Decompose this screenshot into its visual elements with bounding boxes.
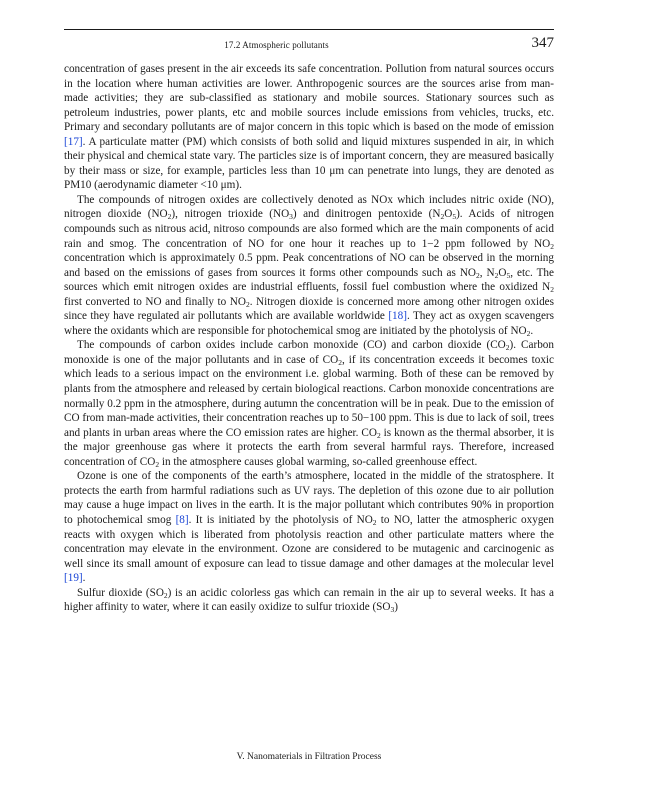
citation-link-8[interactable]: [8] <box>175 513 189 526</box>
paragraph-nitrogen-oxides: The compounds of nitrogen oxides are collectively denoted as NOx which includes nitric oxide (NO), nitrogen dioxide $(NO_2)$, nitrogen trioxide $(NO_3)$ and dinitrogen pentoxide $(N_2O_5)$. Acids of nitrogen compounds such as nitrous acid, nitroso compounds are also formed which are the main components of acid rain and smog. The concentration of NO for one hour it reaches up to 1−2 ppm followed by $NO_2$ concentration which is approximately 0.5 ppm. Peak concentrations of NO can be observed in the morning and based on the emissions of gases from sources it forms other compounds such as $NO_2$, $N_2O_5$, etc. The sources which emit nitrogen oxides are industrial effluents, fossil fuel combustion where the oxidized $N_2$ first converted to NO and finally to $NO_2$. Nitrogen dioxide is concerned more among other nitrogen oxides since they have regulated air pollutants which are available worldwide [18]. They act as oxygen scavengers where the oxidants which are responsible for photochemical smog are initiated by the photolysis of $NO_2$. <box>64 193 554 338</box>
paragraph-ozone: Ozone is one of the components of the earth’s atmosphere, located in the middle of the stratosphere. It protects the earth from harmful radiations such as UV rays. The depletion of this ozone due to air pollution may cause a huge impact on lives in the earth. It is the major pollutant which contributes 90% in proportion to photochemical smog [8]. It is initiated by the photolysis of $NO_2$ to NO, latter the atmospheric oxygen reacts with oxygen which is liberated from photolysis reaction and other particulate matters where the concentration may elevate in the environment. Ozone are considered to be mutagenic and carcinogenic as well since its small amount of exposure can lead to tissue damage and other damages at the molecular level [19]. <box>64 470 554 585</box>
body-text <box>64 62 554 615</box>
running-title: 17.2 Atmospheric pollutants <box>224 40 329 50</box>
page-number: 347 <box>531 35 554 51</box>
paragraph-carbon-oxides: The compounds of carbon oxides include carbon monoxide (CO) and carbon dioxide $(CO_2)$. Carbon monoxide is one of the major pollutants and in case of $CO_2$, if its concentration exceeds it becomes toxic which leads to a serious impact on the environment i.e. global warming. Both of these can be removed by plants from the atmosphere and released by certain biological reactions. Carbon monoxide concentrations are normally 0.2 ppm in the atmosphere, during autumn the concentration will be in peak. Due to the emission of CO from man-made activities, their concentration reaches up to 50−100 ppm. This is due to lack of soil, trees and plants in urban areas where the CO emission rates are higher. $CO_2$ is known as the thermal absorber, it is the major greenhouse gas where it protects the earth from several harmful rays. Therefore, increased concentration of $CO_2$ in the atmosphere causes global warming, so-called greenhouse effect. <box>64 339 555 469</box>
header-rule <box>64 29 554 30</box>
paragraph-particulate-matter: concentration of gases present in the air exceeds its safe concentration. Pollution from natural sources occurs in the location where human activities are lower. Anthropogenic sources are the sources arise from man-made activities; they are sub-classified as stationary and mobile sources. Stationary sources such as petroleum industries, power plants, etc and mobile sources include emissions from vehicles, trucks, etc. Primary and secondary pollutants are of major concern in this topic which is based on the mode of emission [17]. A particulate matter (PM) which consists of both solid and liquid mixtures suspended in air, in which their physical and chemical state vary. The particles size is of important concern, they are measured basically by their mass or size, for example, particles less than 10 μm can penetrate into lungs, they are denoted as PM10 (aerodynamic diameter <10 μm). <box>64 63 554 192</box>
citation-link-19[interactable]: [19] <box>64 572 83 585</box>
paragraph-sulfur-dioxide: Sulfur dioxide $(SO_2)$ is an acidic colorless gas which can remain in the air up to several weeks. It has a higher affinity to water, where it can easily oxidize to sulfur trioxide $(SO_3)$ <box>64 586 554 615</box>
footer-part-title: V. Nanomaterials in Filtration Process <box>236 752 382 762</box>
citation-link-17[interactable]: [17] <box>64 135 83 148</box>
citation-link-18[interactable]: [18] <box>388 310 407 323</box>
